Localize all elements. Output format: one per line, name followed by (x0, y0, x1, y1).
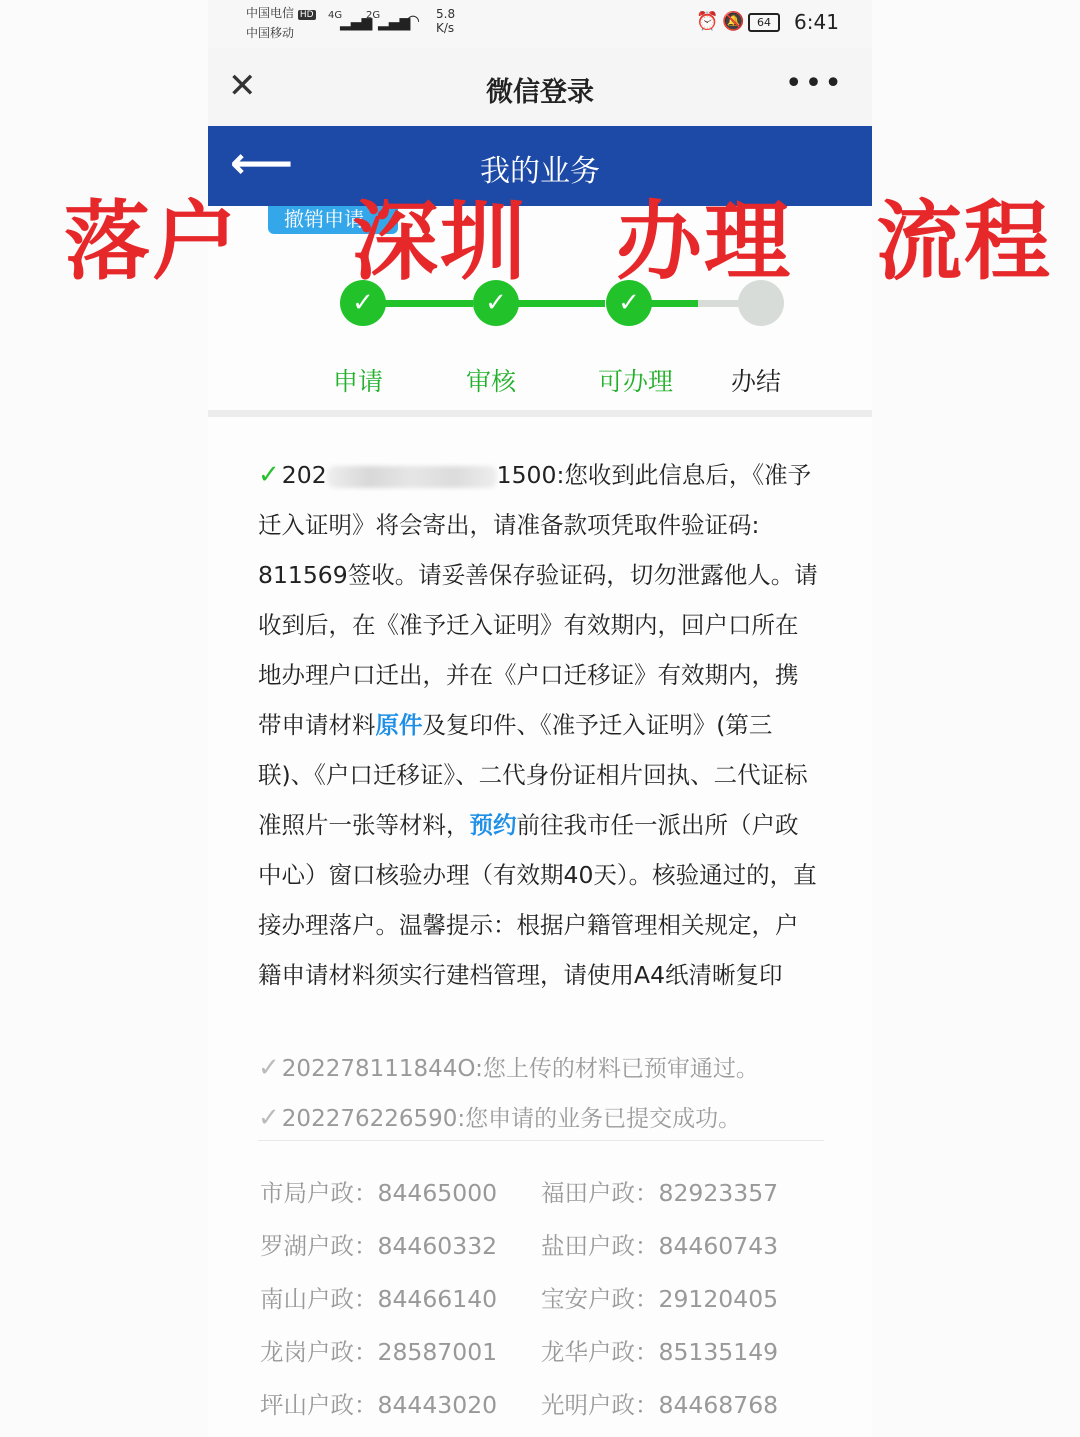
hotline-name: 市局户政： (260, 1179, 378, 1207)
signal-icon: ▂▄▆ (340, 15, 373, 31)
wechat-title-bar (208, 48, 872, 127)
overlay-word-settle: 落户 (64, 192, 240, 292)
hotline-item[interactable] (541, 1333, 778, 1367)
hotline-item[interactable] (260, 1333, 497, 1367)
message-id-end: 1500 (496, 461, 557, 489)
battery-icon: 64 (748, 13, 780, 32)
close-icon[interactable]: ✕ (228, 66, 257, 106)
hotline-name: 南山户政： (260, 1285, 378, 1313)
hotline-name: 光明户政： (541, 1391, 659, 1419)
check-icon: ✓ (258, 460, 280, 490)
more-icon[interactable]: ••• (784, 66, 844, 101)
hotline-name: 龙华户政： (541, 1338, 659, 1366)
hotline-number: 28587001 (377, 1338, 498, 1366)
net-2: 2G (366, 10, 381, 21)
hotline-number: 84468768 (658, 1391, 779, 1419)
hotline-item[interactable] (541, 1386, 778, 1420)
hotline-number: 82923357 (658, 1179, 779, 1207)
net-speed-value: 5.8 (436, 7, 456, 21)
message-item (258, 1096, 818, 1141)
hd-badge: HD (299, 10, 314, 20)
carrier-2: 中国移动 (246, 26, 295, 40)
clock: 6:41 (794, 10, 839, 34)
check-icon: ✓ (258, 1053, 280, 1083)
hotline-name: 坪山户政： (260, 1391, 378, 1419)
latest-message (258, 450, 818, 1000)
overlay-word-handle: 办理 (616, 192, 792, 292)
mute-icon: 🔕 (722, 11, 745, 32)
hotline-item[interactable] (260, 1386, 497, 1420)
carrier-1-name: 中国电信 (246, 6, 295, 20)
message-item (258, 1046, 818, 1091)
hotline-number: 84443020 (377, 1391, 498, 1419)
step-label-complete: 办结 (731, 367, 782, 396)
net-1: 4G (328, 10, 343, 21)
cancel-application-button[interactable]: 撤销申请 (268, 206, 398, 234)
step-label-review: 审核 (466, 367, 517, 396)
overlay-word-process: 流程 (876, 192, 1052, 292)
hotline-name: 福田户政： (541, 1179, 659, 1207)
net-speed-unit: K/s (436, 21, 455, 35)
appointment-link[interactable]: 预约 (469, 811, 517, 839)
step-check-icon-3: ✓ (606, 280, 652, 326)
message-id-start: 202 (281, 461, 327, 489)
hotline-item[interactable] (541, 1227, 778, 1261)
message-text: 202276226590:您申请的业务已提交成功。 (281, 1106, 742, 1132)
back-arrow-icon[interactable]: ⟵ (230, 138, 294, 189)
section-divider (258, 1140, 824, 1141)
hotline-number: 84465000 (377, 1179, 498, 1207)
hotline-name: 宝安户政： (541, 1285, 659, 1313)
hotline-item[interactable] (260, 1227, 497, 1261)
alarm-icon: ⏰ (696, 11, 719, 32)
redacted-blur (327, 466, 497, 488)
hotline-number: 84466140 (377, 1285, 498, 1313)
net-speed (436, 7, 455, 35)
status-bar (208, 0, 872, 48)
hotline-name: 罗湖户政： (260, 1232, 378, 1260)
hotline-number: 85135149 (658, 1338, 779, 1366)
hotline-name: 龙岗户政： (260, 1338, 378, 1366)
carrier-1 (246, 6, 316, 22)
hotline-number: 84460743 (658, 1232, 779, 1260)
message-text: 202278111844O:您上传的材料已预审通过。 (281, 1056, 759, 1082)
wechat-title: 微信登录 (486, 77, 594, 108)
message-text-3: 前往我市任一派出所（户政中心）窗口核验办理（有效期40天）。核验通过的，直接办理落户。温馨提示：根据户籍管理相关规定，户籍申请材料须实行建档管理，请使用A4纸清晰复印 (258, 811, 817, 989)
message-text-2: 及复印件、《准予迁入证明》(第三联)、《户口迁移证》、二代身份证相片回执、二代证标准照片一张等材料， (258, 711, 808, 839)
step-check-icon-2: ✓ (473, 280, 519, 326)
original-docs-link[interactable]: 原件 (375, 711, 423, 739)
hotline-name: 盐田户政： (541, 1232, 659, 1260)
hotline-item[interactable] (260, 1174, 497, 1208)
message-text-1: :您收到此信息后，《准予迁入证明》将会寄出，请准备款项凭取件验证码: 811569签收。请妥善保存验证码，切勿泄露他人。请收到后，在《准予迁入证明》有效期内，回户口所在地办理户口迁出，并在《户口迁移证》有效期内，携带申请材料 (258, 461, 818, 739)
hotline-number: 29120405 (658, 1285, 779, 1313)
overlay-word-shenzhen: 深圳 (352, 192, 528, 292)
step-check-icon-1: ✓ (340, 280, 386, 326)
page-title: 我的业务 (480, 154, 600, 189)
section-divider (208, 410, 872, 417)
hotline-item[interactable] (541, 1280, 778, 1314)
hotline-item[interactable] (541, 1174, 778, 1208)
step-label-apply: 申请 (333, 367, 384, 396)
hotline-item[interactable] (260, 1280, 497, 1314)
step-label-processable: 可办理 (598, 367, 674, 396)
check-icon: ✓ (258, 1103, 280, 1133)
wifi-icon: ◠ (406, 11, 420, 30)
signal-icon-2: ▂▄▆ (378, 15, 411, 31)
hotline-number: 84460332 (377, 1232, 498, 1260)
